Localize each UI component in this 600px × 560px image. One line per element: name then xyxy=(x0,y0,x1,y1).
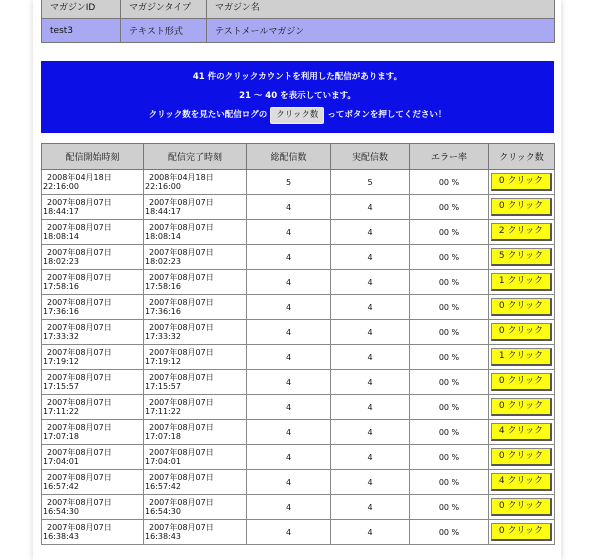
click-count-button[interactable]: 0 クリック xyxy=(491,323,552,341)
start-clock: 18:02:23 xyxy=(43,257,79,266)
click-count-button[interactable]: 0 クリック xyxy=(491,173,552,191)
click-count-cell xyxy=(489,220,555,245)
start-clock: 18:44:17 xyxy=(43,207,79,216)
start-time-cell xyxy=(42,270,144,295)
start-time-cell xyxy=(42,345,144,370)
start-time-cell xyxy=(42,520,144,545)
total-sent-cell: 4 xyxy=(247,495,331,520)
click-count-button[interactable]: 0 クリック xyxy=(491,498,552,516)
click-count-cell xyxy=(489,170,555,195)
log-row xyxy=(42,220,555,245)
total-sent-cell: 4 xyxy=(247,470,331,495)
start-date: 2007年08月07日 xyxy=(47,448,112,457)
click-count-button[interactable]: 1 クリック xyxy=(491,348,552,366)
end-time-cell xyxy=(144,170,247,195)
start-date: 2007年08月07日 xyxy=(47,498,112,507)
start-time-cell xyxy=(42,195,144,220)
end-date: 2007年08月07日 xyxy=(149,248,214,257)
error-rate-cell: 00 % xyxy=(410,170,489,195)
total-sent-cell: 4 xyxy=(247,370,331,395)
log-row xyxy=(42,320,555,345)
header-total-sent: 総配信数 xyxy=(247,144,331,170)
magazine-info-table xyxy=(41,0,555,43)
actual-sent-cell: 4 xyxy=(331,195,410,220)
header-start-time: 配信開始時刻 xyxy=(42,144,144,170)
end-date: 2007年08月07日 xyxy=(149,473,214,482)
start-date: 2007年08月07日 xyxy=(47,248,112,257)
start-clock: 18:08:14 xyxy=(43,232,79,241)
log-row xyxy=(42,170,555,195)
start-time-cell xyxy=(42,495,144,520)
total-sent-cell: 4 xyxy=(247,320,331,345)
click-count-button[interactable]: 4 クリック xyxy=(491,473,552,491)
end-clock: 17:58:16 xyxy=(145,282,181,291)
header-error-rate: エラー率 xyxy=(410,144,489,170)
end-clock: 16:38:43 xyxy=(145,532,181,541)
click-count-cell xyxy=(489,445,555,470)
start-time-cell xyxy=(42,245,144,270)
click-count-button[interactable]: 1 クリック xyxy=(491,273,552,291)
end-time-cell xyxy=(144,520,247,545)
start-clock: 17:11:22 xyxy=(43,407,79,416)
start-clock: 17:36:16 xyxy=(43,307,79,316)
start-clock: 16:54:30 xyxy=(43,507,79,516)
end-date: 2007年08月07日 xyxy=(149,273,214,282)
total-sent-cell: 4 xyxy=(247,195,331,220)
magazine-name: テストメールマガジン xyxy=(207,19,555,43)
click-count-button[interactable]: 2 クリック xyxy=(491,223,552,241)
error-rate-cell: 00 % xyxy=(410,470,489,495)
start-date: 2007年08月07日 xyxy=(47,423,112,432)
click-count-cell xyxy=(489,395,555,420)
start-clock: 17:19:12 xyxy=(43,357,79,366)
header-magazine-name: マガジン名 xyxy=(207,0,555,19)
actual-sent-cell: 4 xyxy=(331,245,410,270)
error-rate-cell: 00 % xyxy=(410,395,489,420)
click-count-cell xyxy=(489,520,555,545)
start-date: 2007年08月07日 xyxy=(47,198,112,207)
actual-sent-cell: 4 xyxy=(331,420,410,445)
end-time-cell xyxy=(144,245,247,270)
click-count-button[interactable]: 0 クリック xyxy=(491,398,552,416)
start-date: 2007年08月07日 xyxy=(47,298,112,307)
delivery-log-table xyxy=(41,143,555,545)
header-end-time: 配信完了時刻 xyxy=(144,144,247,170)
start-time-cell xyxy=(42,470,144,495)
click-count-cell xyxy=(489,495,555,520)
total-sent-cell: 4 xyxy=(247,270,331,295)
actual-sent-cell: 4 xyxy=(331,345,410,370)
total-sent-cell: 4 xyxy=(247,395,331,420)
actual-sent-cell: 4 xyxy=(331,320,410,345)
end-date: 2007年08月07日 xyxy=(149,498,214,507)
click-count-cell xyxy=(489,370,555,395)
log-row xyxy=(42,195,555,220)
log-row xyxy=(42,370,555,395)
click-count-cell xyxy=(489,295,555,320)
end-clock: 17:04:01 xyxy=(145,457,181,466)
end-date: 2007年08月07日 xyxy=(149,198,214,207)
start-clock: 17:15:57 xyxy=(43,382,79,391)
start-clock: 17:04:01 xyxy=(43,457,79,466)
actual-sent-cell: 4 xyxy=(331,445,410,470)
end-clock: 16:54:30 xyxy=(145,507,181,516)
start-date: 2007年08月07日 xyxy=(47,223,112,232)
end-time-cell xyxy=(144,270,247,295)
start-clock: 16:38:43 xyxy=(43,532,79,541)
click-count-button[interactable]: 0 クリック xyxy=(491,523,552,541)
total-sent-cell: 4 xyxy=(247,220,331,245)
magazine-info-row xyxy=(42,19,555,43)
end-date: 2008年04月18日 xyxy=(149,173,214,182)
start-time-cell xyxy=(42,445,144,470)
info-banner xyxy=(41,61,554,133)
click-count-cell xyxy=(489,270,555,295)
end-time-cell xyxy=(144,395,247,420)
error-rate-cell: 00 % xyxy=(410,195,489,220)
actual-sent-cell: 4 xyxy=(331,395,410,420)
banner-instruction xyxy=(41,106,554,125)
end-date: 2007年08月07日 xyxy=(149,223,214,232)
start-date: 2008年04月18日 xyxy=(47,173,112,182)
end-clock: 17:07:18 xyxy=(145,432,181,441)
actual-sent-cell: 4 xyxy=(331,270,410,295)
log-row xyxy=(42,520,555,545)
start-time-cell xyxy=(42,420,144,445)
start-clock: 17:33:32 xyxy=(43,332,79,341)
start-time-cell xyxy=(42,370,144,395)
total-sent-cell: 5 xyxy=(247,170,331,195)
total-sent-cell: 4 xyxy=(247,520,331,545)
header-actual-sent: 実配信数 xyxy=(331,144,410,170)
click-count-button[interactable]: 0 クリック xyxy=(491,373,552,391)
actual-sent-cell: 4 xyxy=(331,370,410,395)
log-row xyxy=(42,295,555,320)
end-clock: 16:57:42 xyxy=(145,482,181,491)
banner-count-text: 41 件のクリックカウントを利用した配信があります。 xyxy=(192,72,403,82)
magazine-type: テキスト形式 xyxy=(121,19,207,43)
log-table-body xyxy=(42,170,555,545)
start-clock: 17:07:18 xyxy=(43,432,79,441)
end-date: 2007年08月07日 xyxy=(149,523,214,532)
start-date: 2007年08月07日 xyxy=(47,473,112,482)
click-count-cell xyxy=(489,245,555,270)
start-clock: 22:16:00 xyxy=(43,182,79,191)
end-time-cell xyxy=(144,370,247,395)
error-rate-cell: 00 % xyxy=(410,495,489,520)
click-count-button[interactable]: 0 クリック xyxy=(491,448,552,466)
click-count-cell xyxy=(489,420,555,445)
total-sent-cell: 4 xyxy=(247,295,331,320)
actual-sent-cell: 4 xyxy=(331,295,410,320)
error-rate-cell: 00 % xyxy=(410,320,489,345)
magazine-id: test3 xyxy=(42,19,121,43)
start-time-cell xyxy=(42,220,144,245)
error-rate-cell: 00 % xyxy=(410,420,489,445)
header-click-count: クリック数 xyxy=(489,144,555,170)
content-panel xyxy=(33,0,561,560)
log-row xyxy=(42,470,555,495)
start-date: 2007年08月07日 xyxy=(47,523,112,532)
error-rate-cell: 00 % xyxy=(410,295,489,320)
magazine-info-header xyxy=(42,0,555,19)
end-time-cell xyxy=(144,420,247,445)
error-rate-cell: 00 % xyxy=(410,445,489,470)
start-time-cell xyxy=(42,395,144,420)
log-table-header xyxy=(42,144,555,170)
end-clock: 22:16:00 xyxy=(145,182,181,191)
error-rate-cell: 00 % xyxy=(410,270,489,295)
end-time-cell xyxy=(144,220,247,245)
end-clock: 17:15:57 xyxy=(145,382,181,391)
click-count-button[interactable]: 0 クリック xyxy=(491,198,552,216)
actual-sent-cell: 4 xyxy=(331,470,410,495)
end-time-cell xyxy=(144,470,247,495)
sample-click-count-button: クリック数 xyxy=(270,107,324,124)
banner-range-text: 21 ～ 40 を表示しています。 xyxy=(239,91,356,101)
end-time-cell xyxy=(144,445,247,470)
start-date: 2007年08月07日 xyxy=(47,398,112,407)
end-time-cell xyxy=(144,295,247,320)
click-count-cell xyxy=(489,470,555,495)
log-row xyxy=(42,345,555,370)
end-time-cell xyxy=(144,495,247,520)
total-sent-cell: 4 xyxy=(247,445,331,470)
banner-instruction-before: クリック数を見たい配信ログの xyxy=(148,110,268,120)
end-clock: 17:19:12 xyxy=(145,357,181,366)
end-date: 2007年08月07日 xyxy=(149,373,214,382)
log-row xyxy=(42,445,555,470)
start-time-cell xyxy=(42,320,144,345)
end-clock: 18:08:14 xyxy=(145,232,181,241)
total-sent-cell: 4 xyxy=(247,245,331,270)
error-rate-cell: 00 % xyxy=(410,345,489,370)
end-date: 2007年08月07日 xyxy=(149,298,214,307)
end-time-cell xyxy=(144,320,247,345)
actual-sent-cell: 4 xyxy=(331,520,410,545)
end-time-cell xyxy=(144,195,247,220)
end-date: 2007年08月07日 xyxy=(149,398,214,407)
log-row xyxy=(42,420,555,445)
error-rate-cell: 00 % xyxy=(410,520,489,545)
end-date: 2007年08月07日 xyxy=(149,348,214,357)
end-clock: 17:33:32 xyxy=(145,332,181,341)
click-count-cell xyxy=(489,320,555,345)
error-rate-cell: 00 % xyxy=(410,220,489,245)
end-date: 2007年08月07日 xyxy=(149,448,214,457)
click-count-button[interactable]: 5 クリック xyxy=(491,248,552,266)
total-sent-cell: 4 xyxy=(247,420,331,445)
start-date: 2007年08月07日 xyxy=(47,323,112,332)
end-clock: 18:44:17 xyxy=(145,207,181,216)
end-clock: 17:36:16 xyxy=(145,307,181,316)
log-row xyxy=(42,245,555,270)
start-clock: 16:57:42 xyxy=(43,482,79,491)
click-count-cell xyxy=(489,195,555,220)
end-date: 2007年08月07日 xyxy=(149,423,214,432)
log-row xyxy=(42,495,555,520)
actual-sent-cell: 4 xyxy=(331,495,410,520)
click-count-button[interactable]: 0 クリック xyxy=(491,298,552,316)
header-magazine-type: マガジンタイプ xyxy=(121,0,207,19)
start-time-cell xyxy=(42,170,144,195)
click-count-button[interactable]: 4 クリック xyxy=(491,423,552,441)
actual-sent-cell: 4 xyxy=(331,220,410,245)
start-date: 2007年08月07日 xyxy=(47,273,112,282)
start-clock: 17:58:16 xyxy=(43,282,79,291)
click-count-cell xyxy=(489,345,555,370)
end-clock: 18:02:23 xyxy=(145,257,181,266)
log-row xyxy=(42,395,555,420)
end-time-cell xyxy=(144,345,247,370)
actual-sent-cell: 5 xyxy=(331,170,410,195)
total-sent-cell: 4 xyxy=(247,345,331,370)
end-clock: 17:11:22 xyxy=(145,407,181,416)
error-rate-cell: 00 % xyxy=(410,370,489,395)
start-date: 2007年08月07日 xyxy=(47,348,112,357)
start-date: 2007年08月07日 xyxy=(47,373,112,382)
end-date: 2007年08月07日 xyxy=(149,323,214,332)
header-magazine-id: マガジンID xyxy=(42,0,121,19)
start-time-cell xyxy=(42,295,144,320)
banner-instruction-after: ってボタンを押してください！ xyxy=(327,110,447,120)
log-row xyxy=(42,270,555,295)
error-rate-cell: 00 % xyxy=(410,245,489,270)
